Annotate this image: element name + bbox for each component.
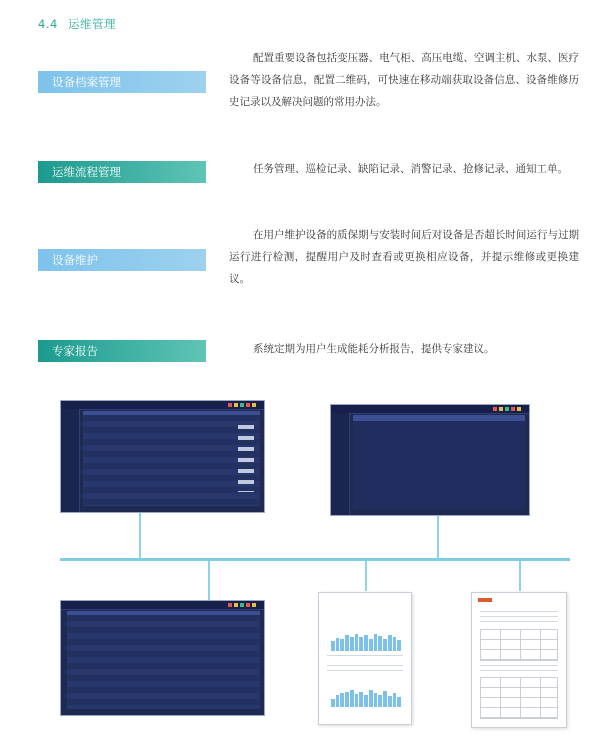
window-controls-icon <box>228 403 258 407</box>
toggle-switch-icon <box>238 425 254 492</box>
report-page-charts <box>318 592 412 725</box>
window-controls-icon <box>493 407 523 411</box>
connector-4 <box>365 561 367 591</box>
screenshot-device-list <box>60 400 265 513</box>
desc-device-archive: 配置重要设备包括变压器、电气柜、高压电缆、空调主机、水泵、医疗设备等设备信息，配置二维码，可快速在移动端获取设备信息、设备维修历史记录以及解决问题的常用办法。 <box>229 52 579 108</box>
screenshot-maintenance-table <box>60 600 265 716</box>
connector-5 <box>519 561 521 591</box>
desc-workflow: 任务管理、巡检记录、缺陷记录、消警记录、抢修记录、通知工单。 <box>253 163 568 175</box>
section-number: 4.4 <box>38 17 58 31</box>
connector-1 <box>139 512 141 559</box>
connector-2 <box>437 515 439 559</box>
network-bus <box>60 558 570 561</box>
desc-expert-report: 系统定期为用户生成能耗分析报告，提供专家建议。 <box>253 343 495 355</box>
report-page-tables <box>471 592 567 728</box>
section-heading <box>38 16 116 32</box>
desc-maintenance: 在用户维护设备的质保期与安装时间后对设备是否超长时间运行与过期运行进行检测，提醒用户及时查看或更换相应设备，并提示维修或更换建议。 <box>229 229 579 285</box>
report-logo-icon <box>478 598 492 602</box>
tag-workflow: 运维流程管理 <box>38 161 206 183</box>
tag-maintenance: 设备维护 <box>38 249 206 271</box>
tag-expert-report: 专家报告 <box>38 340 206 362</box>
screenshot-workflow <box>330 404 530 516</box>
window-controls-icon <box>228 603 258 607</box>
section-title: 运维管理 <box>67 17 116 31</box>
connector-3 <box>208 561 210 601</box>
tag-device-archive: 设备档案管理 <box>38 71 206 93</box>
